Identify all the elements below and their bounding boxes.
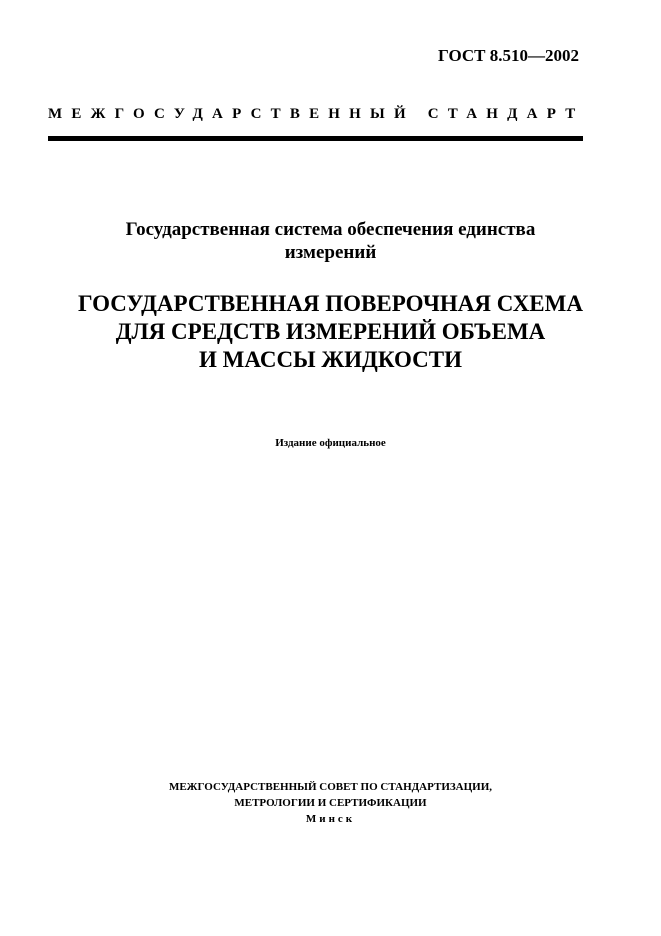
main-title-line: ДЛЯ СРЕДСТВ ИЗМЕРЕНИЙ ОБЪЕМА: [115, 319, 546, 344]
series-title-line: измерений: [284, 242, 377, 263]
publisher-line: МЕТРОЛОГИИ И СЕРТИФИКАЦИИ: [234, 797, 427, 809]
publisher-block: [48, 779, 613, 827]
series-title-line: Государственная система обеспечения единства: [125, 219, 536, 240]
publisher-city: Минск: [305, 813, 356, 825]
edition-label: Издание официальное: [275, 437, 386, 449]
standard-type-heading: МЕЖГОСУДАРСТВЕННЫЙ СТАНДАРТ: [48, 106, 585, 122]
series-title: [48, 218, 613, 264]
main-title-line: И МАССЫ ЖИДКОСТИ: [199, 347, 462, 372]
main-title-line: ГОСУДАРСТВЕННАЯ ПОВЕРОЧНАЯ СХЕМА: [78, 291, 583, 316]
header-rule: [48, 136, 583, 141]
document-number: ГОСТ 8.510—2002: [438, 46, 579, 65]
main-title: [48, 290, 613, 374]
publisher-line: МЕЖГОСУДАРСТВЕННЫЙ СОВЕТ ПО СТАНДАРТИЗАЦИИ,: [168, 781, 493, 793]
